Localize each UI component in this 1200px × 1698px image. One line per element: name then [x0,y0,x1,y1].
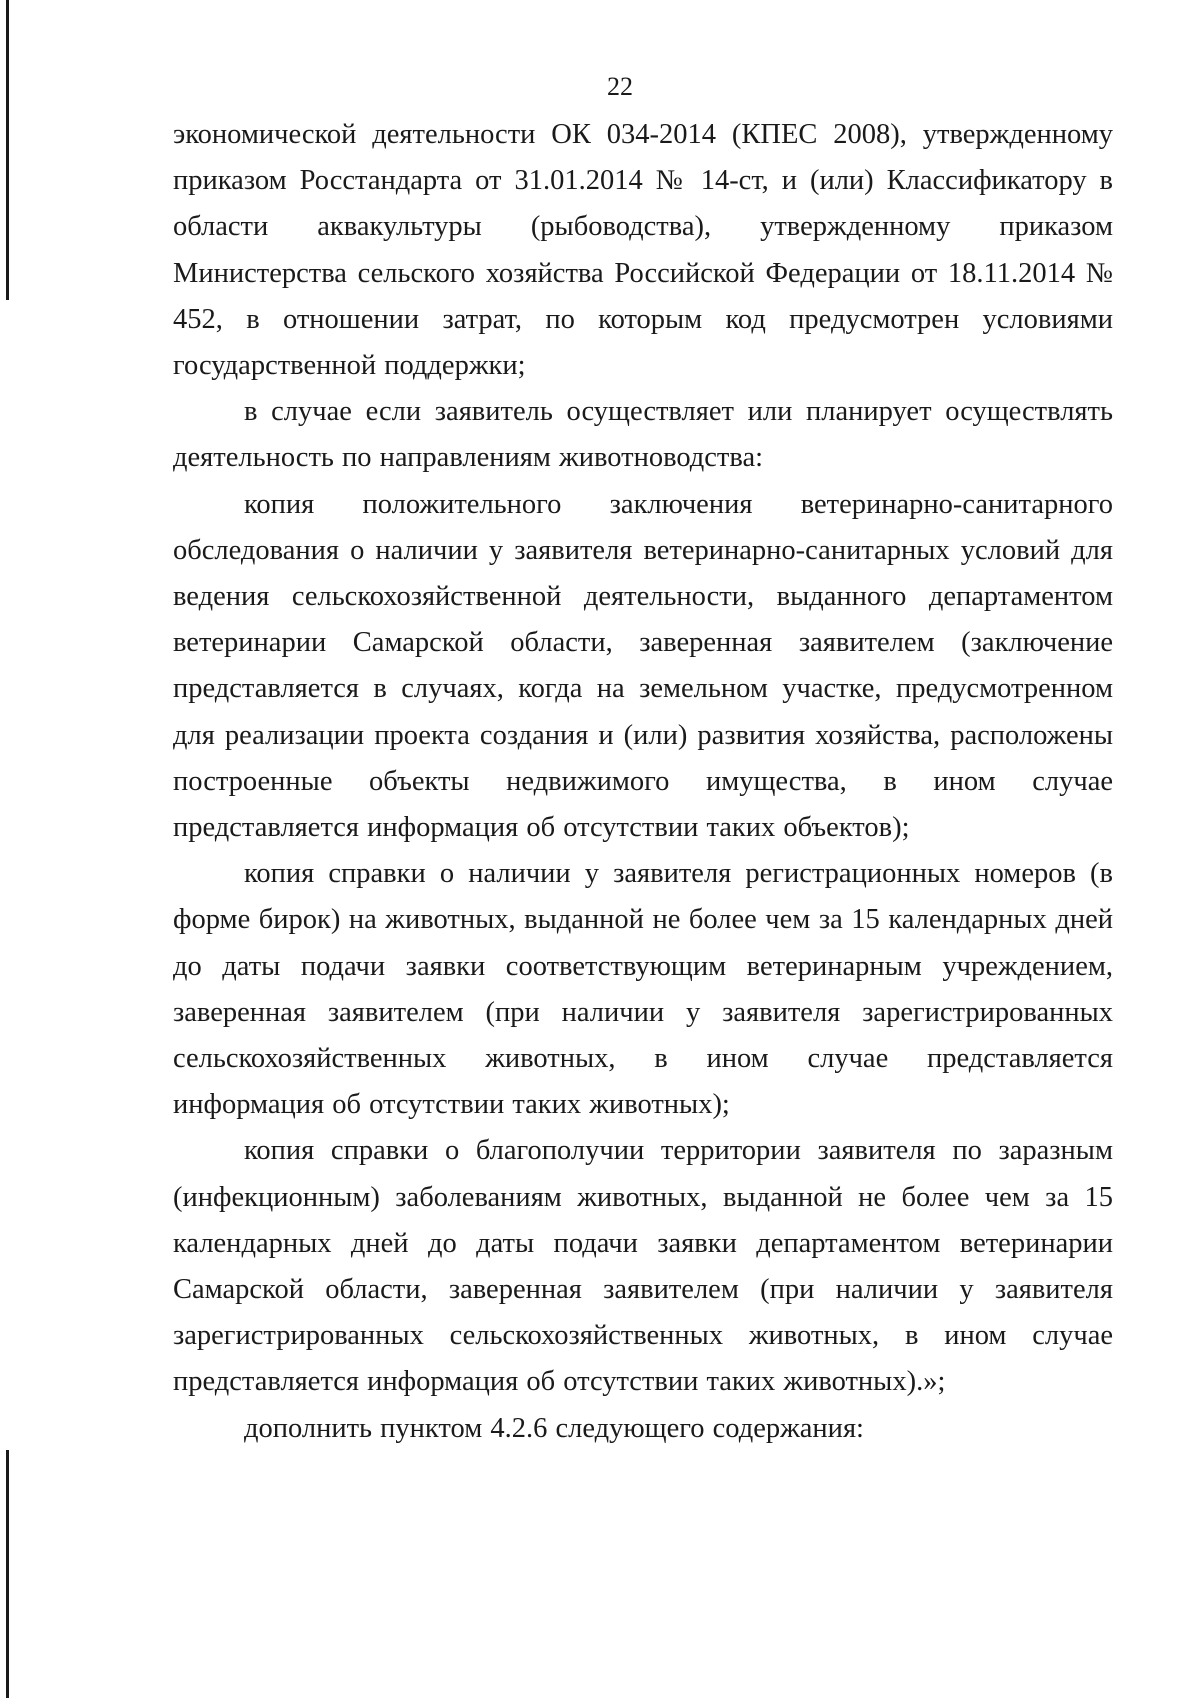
paragraph-territory-wellbeing: копия справки о благополучии территории заявителя по заразным (инфекционным) заболеваниям животных, выданной не более чем за 15 календарных дней до даты подачи заявки департаментом ветеринарии Самарской области, заверенная заявителем (при наличии у заявителя зарегистрированных сельскохозяйственных животных, в ином случае представляется информация об отсутствии таких животных).»; [173,1135,1113,1398]
paragraph-continuation: экономической деятельности ОК 034-2014 (КПЕС 2008), утвержденному приказом Росстандарта от 31.01.2014 № 14-ст, и (или) Классификатору в области аквакультуры (рыбоводства), утвержденному приказом Министерства сельского хозяйства Российской Федерации от 18.11.2014 № 452, в отношении затрат, по которым код предусмотрен условиями государственной поддержки; [173,119,1113,382]
page-number: 22 [607,72,633,101]
paragraph-registration-numbers: копия справки о наличии у заявителя регистрационных номеров (в форме бирок) на животных, выданной не более чем за 15 календарных дней до даты подачи заявки соответствующим ветеринарным учреждением, заверенная заявителем (при наличии у заявителя зарегистрированных сельскохозяйственных животных, в ином случае представляется информация об отсутствии таких животных); [173,858,1113,1121]
scan-edge-line-bottom [6,1450,9,1698]
paragraph-veterinary-conclusion: копия положительного заключения ветеринарно-санитарного обследования о наличии у заявителя ветеринарно-санитарных условий для ведения сельскохозяйственной деятельности, выданного департаментом ветеринарии Самарской области, заверенная заявителем (заключение представляется в случаях, когда на земельном участке, предусмотренном для реализации проекта создания и (или) развития хозяйства, расположены построенные объекты недвижимого имущества, в ином случае представляется информация об отсутствии таких объектов); [173,488,1113,844]
scan-edge-line-top [6,0,9,300]
document-body [173,112,1113,1452]
paragraph-livestock-condition: в случае если заявитель осуществляет или планирует осуществлять деятельность по направлениям животноводства: [173,396,1113,474]
paragraph-add-clause: дополнить пунктом 4.2.6 следующего содержания: [244,1412,864,1444]
